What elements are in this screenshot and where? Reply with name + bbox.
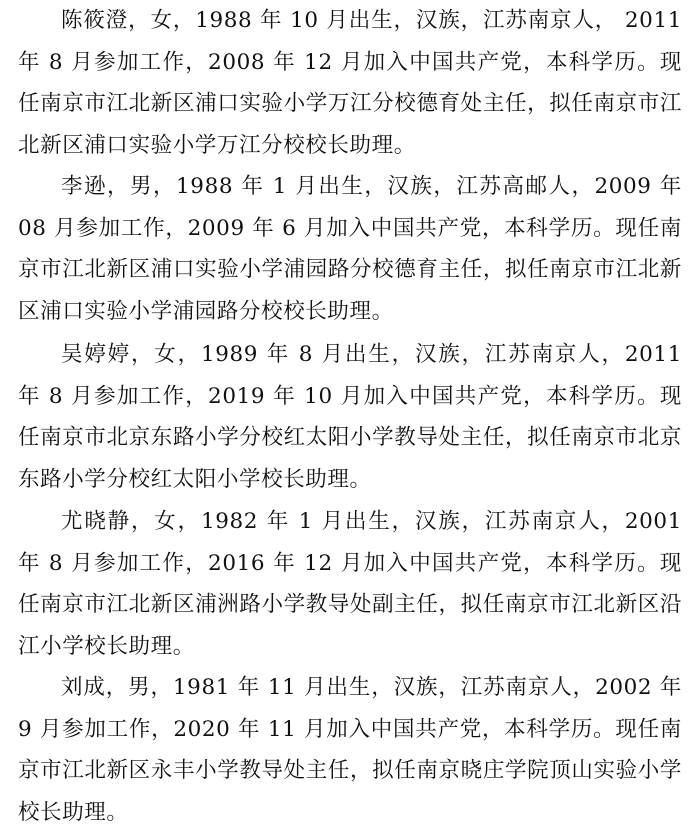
profile-paragraph-li-xun: 李逊，男，1988 年 1 月出生，汉族，江苏高邮人，2009 年 08 月参加工作，2009 年 6 月加入中国共产党，本科学历。现任南京市江北新区浦口实验小学浦园路分校德育主任，拟任南京市江北新区浦口实验小学浦园路分校校长助理。: [18, 174, 682, 324]
profile-paragraph-chen-xiaocheng: 陈筱澄，女，1988 年 10 月出生，汉族，江苏南京人， 2011 年 8 月参加工作，2008 年 12 月加入中国共产党，本科学历。现任南京市江北新区浦口实验小学万江分校德育处主任，拟任南京市江北新区浦口实验小学万江分校校长助理。: [18, 8, 682, 158]
profile-paragraph-wu-tingting: 吴婷婷，女，1989 年 8 月出生，汉族，江苏南京人，2011 年 8 月参加工作，2019 年 10 月加入中国共产党，本科学历。现任南京市北京东路小学分校红太阳小学教导处主任，拟任南京市北京东路小学分校红太阳小学校长助理。: [18, 342, 682, 492]
profile-paragraph-liu-cheng: 刘成，男，1981 年 11 月出生，汉族，江苏南京人，2002 年 9 月参加工作，2020 年 11 月加入中国共产党，本科学历。现任南京市江北新区永丰小学教导处主任，拟任南京晓庄学院顶山实验小学校长助理。: [18, 675, 682, 825]
profile-paragraph-you-xiaojing: 尤晓静，女，1982 年 1 月出生，汉族，江苏南京人，2001 年 8 月参加工作，2016 年 12 月加入中国共产党，本科学历。现任南京市江北新区浦洲路小学教导处副主任，拟任南京市江北新区沿江小学校长助理。: [18, 509, 682, 659]
